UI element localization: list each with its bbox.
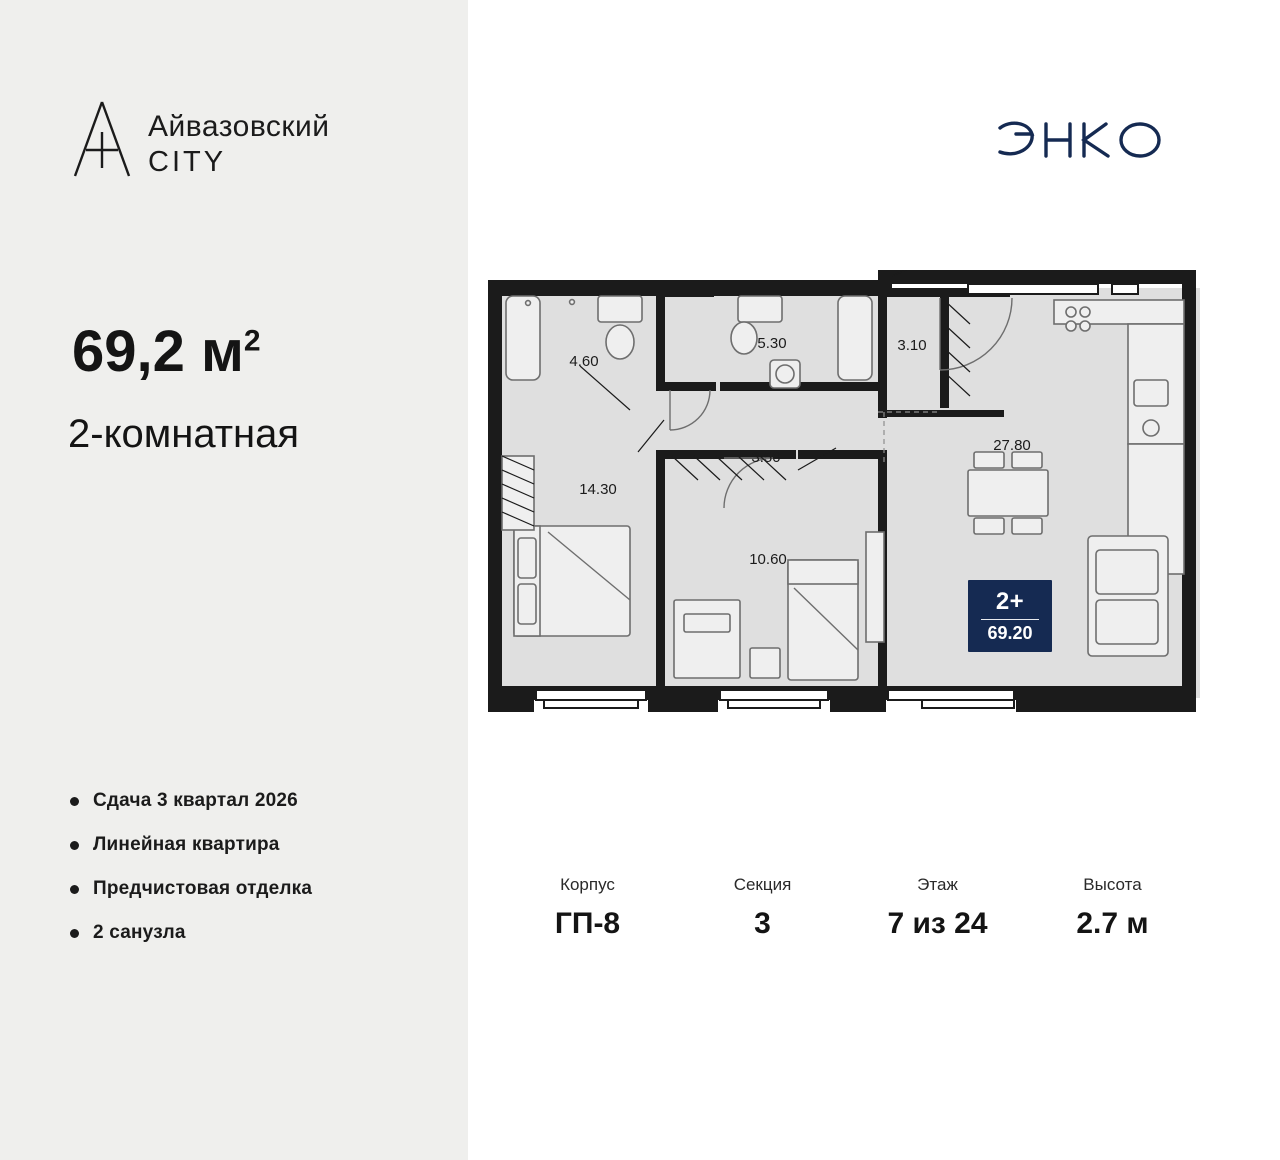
- spec-value: 3: [754, 907, 771, 940]
- developer-logo-icon: [994, 118, 1194, 166]
- room-area-wc: 3.10: [897, 337, 927, 354]
- list-item: [70, 878, 440, 900]
- brand-subname: CITY: [148, 145, 227, 178]
- spec-value: ГП-8: [554, 907, 621, 940]
- feature-label: 2 санузла: [93, 922, 186, 943]
- feature-label: Предчистовая отделка: [93, 878, 313, 899]
- status-badge: [968, 580, 1052, 652]
- spec-label: Секция: [733, 875, 792, 894]
- badge-rooms: 2+: [995, 588, 1025, 615]
- spec-floor: [850, 875, 1025, 941]
- spec-value: 7 из 24: [887, 907, 988, 940]
- list-item: [70, 922, 440, 944]
- spec-label: Высота: [1083, 875, 1142, 894]
- a-monogram-icon: [72, 98, 134, 180]
- apartment-area-value: 69,2 м: [72, 319, 244, 384]
- apartment-area: [72, 318, 261, 385]
- brand-name: Айвазовский: [148, 110, 330, 143]
- left-info-panel: [0, 0, 468, 1160]
- bullet-icon: [70, 797, 79, 806]
- spec-building: [500, 875, 675, 941]
- feature-label: Сдача 3 квартал 2026: [93, 790, 298, 811]
- brand-text: [148, 98, 330, 179]
- feature-label: Линейная квартира: [93, 834, 280, 855]
- spec-height: [1025, 875, 1200, 941]
- bullet-icon: [70, 841, 79, 850]
- bullet-icon: [70, 929, 79, 938]
- room-area-kitchen-living: 27.80: [993, 437, 1031, 454]
- badge-area: 69.20: [987, 623, 1033, 643]
- brand-logo: [72, 98, 330, 180]
- badge-divider: [981, 619, 1039, 620]
- apartment-rooms: 2-комнатная: [68, 412, 300, 456]
- apartment-area-unit-sup: 2: [243, 324, 261, 358]
- room-area-bathroom-2: 5.30: [757, 335, 787, 352]
- room-area-hall: 3.50: [751, 449, 781, 466]
- specs-row: [500, 875, 1200, 941]
- spec-section: [675, 875, 850, 941]
- room-area-bathroom-1: 4.60: [569, 353, 599, 370]
- list-item: [70, 790, 440, 812]
- spec-value: 2.7 м: [1076, 907, 1149, 940]
- bullet-icon: [70, 885, 79, 894]
- list-item: [70, 834, 440, 856]
- spec-label: Этаж: [917, 875, 958, 894]
- floor-plan-drawing: [488, 270, 1208, 770]
- room-area-bedroom-1: 14.30: [579, 481, 617, 498]
- room-area-bedroom-2: 10.60: [749, 551, 787, 568]
- features-list: [70, 790, 440, 966]
- spec-label: Корпус: [560, 875, 615, 894]
